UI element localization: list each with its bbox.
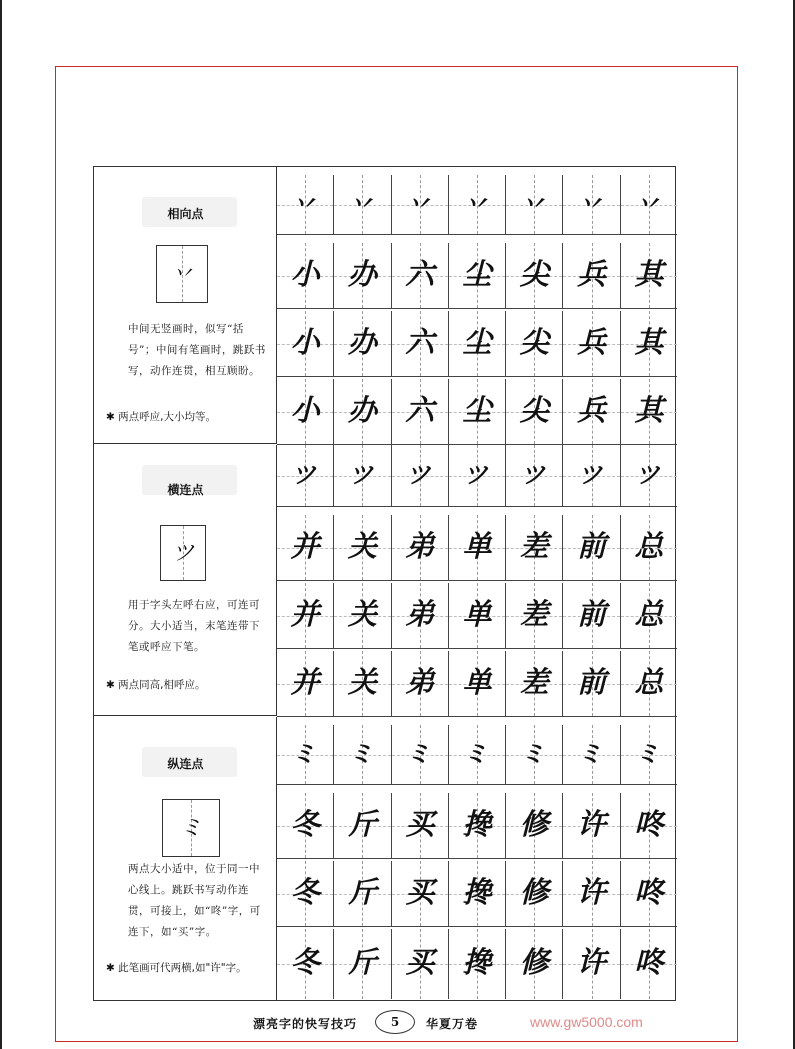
stroke-cell: ミ — [520, 738, 548, 768]
section-info — [94, 445, 277, 715]
char-row — [277, 861, 677, 927]
char-cell: 买 — [405, 874, 435, 909]
char-cell: 许 — [577, 945, 607, 980]
section-description: 两点大小适中，位于同一中心线上。跳跃书写动作连贯，可接上，如“咚”字，可连下，如“买”字。 — [128, 863, 261, 938]
stroke-cell: ツ — [463, 459, 491, 489]
stroke-cell: ミ — [578, 738, 606, 768]
char-cell: 单 — [462, 664, 492, 699]
char-cell: 其 — [634, 256, 664, 291]
char-cell: 总 — [634, 664, 664, 699]
demo-glyph: ツ — [171, 540, 194, 566]
stroke-cell: ツ — [635, 459, 663, 489]
char-cell: 尖 — [519, 324, 549, 359]
char-row — [277, 583, 677, 649]
section-info — [94, 167, 277, 443]
demo-box — [156, 245, 208, 303]
stroke-cell: ツ — [291, 459, 319, 489]
page-footer — [0, 1010, 795, 1036]
char-cell: 前 — [577, 664, 607, 699]
char-cell: 小 — [290, 392, 320, 427]
section-title: 纵连点 — [167, 757, 204, 771]
char-cell: 冬 — [290, 945, 320, 980]
section-divider — [94, 443, 277, 444]
stroke-cell: 丷 — [578, 188, 606, 218]
char-cell: 差 — [519, 596, 549, 631]
char-cell: 冬 — [290, 874, 320, 909]
char-row — [277, 243, 677, 309]
stroke-cell: 丷 — [348, 188, 376, 218]
char-cell: 并 — [290, 664, 320, 699]
section-note: ✱ 此笔画可代两横,如"许"字。 — [106, 962, 247, 974]
page-number: 5 — [375, 1010, 415, 1034]
char-cell: 总 — [634, 528, 664, 563]
char-cell: 六 — [405, 392, 435, 427]
demo-box — [162, 799, 220, 857]
char-cell: 兵 — [577, 324, 607, 359]
char-cell: 搀 — [462, 806, 492, 841]
char-cell: 买 — [405, 806, 435, 841]
stroke-cell: ツ — [348, 459, 376, 489]
char-cell: 斤 — [347, 806, 377, 841]
char-cell: 搀 — [462, 874, 492, 909]
stroke-row — [277, 725, 677, 785]
char-cell: 并 — [290, 528, 320, 563]
char-row — [277, 929, 677, 999]
stroke-cell: 丷 — [520, 188, 548, 218]
stroke-cell: ミ — [348, 738, 376, 768]
char-cell: 前 — [577, 528, 607, 563]
char-row — [277, 311, 677, 377]
char-cell: 小 — [290, 256, 320, 291]
stroke-cell: ツ — [520, 459, 548, 489]
stroke-cell: 丷 — [463, 188, 491, 218]
char-cell: 单 — [462, 528, 492, 563]
section-henglian-dian — [94, 445, 677, 715]
char-cell: 前 — [577, 596, 607, 631]
section-divider — [94, 715, 277, 716]
char-cell: 办 — [347, 392, 377, 427]
char-cell: 弟 — [405, 664, 435, 699]
char-row — [277, 379, 677, 445]
char-cell: 总 — [634, 596, 664, 631]
section-zonglian-dian — [94, 717, 677, 1000]
char-cell: 咚 — [634, 945, 664, 980]
stroke-cell: 丷 — [635, 188, 663, 218]
char-cell: 搀 — [462, 945, 492, 980]
section-note: ✱ 两点呼应,大小均等。 — [106, 411, 216, 423]
stroke-cell: ミ — [635, 738, 663, 768]
watermark-url: www.gw5000.com — [530, 1014, 643, 1030]
char-cell: 尖 — [519, 392, 549, 427]
stroke-cell: 丷 — [291, 188, 319, 218]
demo-glyph: ミ — [179, 815, 202, 841]
char-cell: 兵 — [577, 392, 607, 427]
stroke-cell: 丷 — [406, 188, 434, 218]
section-description: 用于字头左呼右应，可连可分。大小适当，末笔连带下笔或呼应下笔。 — [128, 599, 260, 653]
stroke-row — [277, 175, 677, 235]
char-cell: 弟 — [405, 596, 435, 631]
char-cell: 兵 — [577, 256, 607, 291]
stroke-cell: ミ — [291, 738, 319, 768]
char-cell: 差 — [519, 664, 549, 699]
book-title: 漂亮字的快写技巧 — [253, 1017, 358, 1031]
char-cell: 咚 — [634, 874, 664, 909]
char-cell: 六 — [405, 256, 435, 291]
char-cell: 关 — [347, 528, 377, 563]
stroke-cell: ミ — [406, 738, 434, 768]
char-cell: 冬 — [290, 806, 320, 841]
char-cell: 许 — [577, 874, 607, 909]
char-cell: 尘 — [462, 392, 492, 427]
char-cell: 斤 — [347, 874, 377, 909]
char-cell: 关 — [347, 596, 377, 631]
stroke-cell: ツ — [578, 459, 606, 489]
stroke-row — [277, 445, 677, 507]
char-cell: 六 — [405, 324, 435, 359]
char-cell: 弟 — [405, 528, 435, 563]
stroke-cell: ツ — [406, 459, 434, 489]
section-description: 中间无竖画时，似写“括号”；中间有笔画时，跳跃书写，动作连贯，相互顾盼。 — [128, 323, 266, 377]
char-cell: 办 — [347, 256, 377, 291]
stroke-cell: ミ — [463, 738, 491, 768]
char-cell: 并 — [290, 596, 320, 631]
char-cell: 买 — [405, 945, 435, 980]
demo-box — [160, 525, 206, 581]
char-cell: 差 — [519, 528, 549, 563]
char-cell: 斤 — [347, 945, 377, 980]
practice-sheet — [93, 166, 676, 1001]
char-cell: 尘 — [462, 256, 492, 291]
section-xiangxiang-dian — [94, 167, 677, 443]
char-cell: 关 — [347, 664, 377, 699]
publisher-name: 华夏万卷 — [426, 1017, 479, 1031]
section-title: 横连点 — [167, 483, 204, 497]
char-cell: 许 — [577, 806, 607, 841]
section-info — [94, 717, 277, 1000]
char-cell: 单 — [462, 596, 492, 631]
char-row — [277, 515, 677, 581]
char-cell: 尖 — [519, 256, 549, 291]
demo-glyph: 丷 — [170, 261, 193, 287]
page-left-edge — [0, 0, 2, 1049]
char-cell: 修 — [519, 874, 549, 909]
char-row — [277, 651, 677, 717]
char-cell: 咚 — [634, 806, 664, 841]
char-cell: 尘 — [462, 324, 492, 359]
char-cell: 修 — [519, 945, 549, 980]
section-note: ✱ 两点同高,相呼应。 — [106, 679, 206, 691]
section-title: 相向点 — [167, 207, 204, 221]
char-cell: 修 — [519, 806, 549, 841]
char-cell: 小 — [290, 324, 320, 359]
char-cell: 其 — [634, 392, 664, 427]
char-row — [277, 793, 677, 859]
char-cell: 办 — [347, 324, 377, 359]
char-cell: 其 — [634, 324, 664, 359]
